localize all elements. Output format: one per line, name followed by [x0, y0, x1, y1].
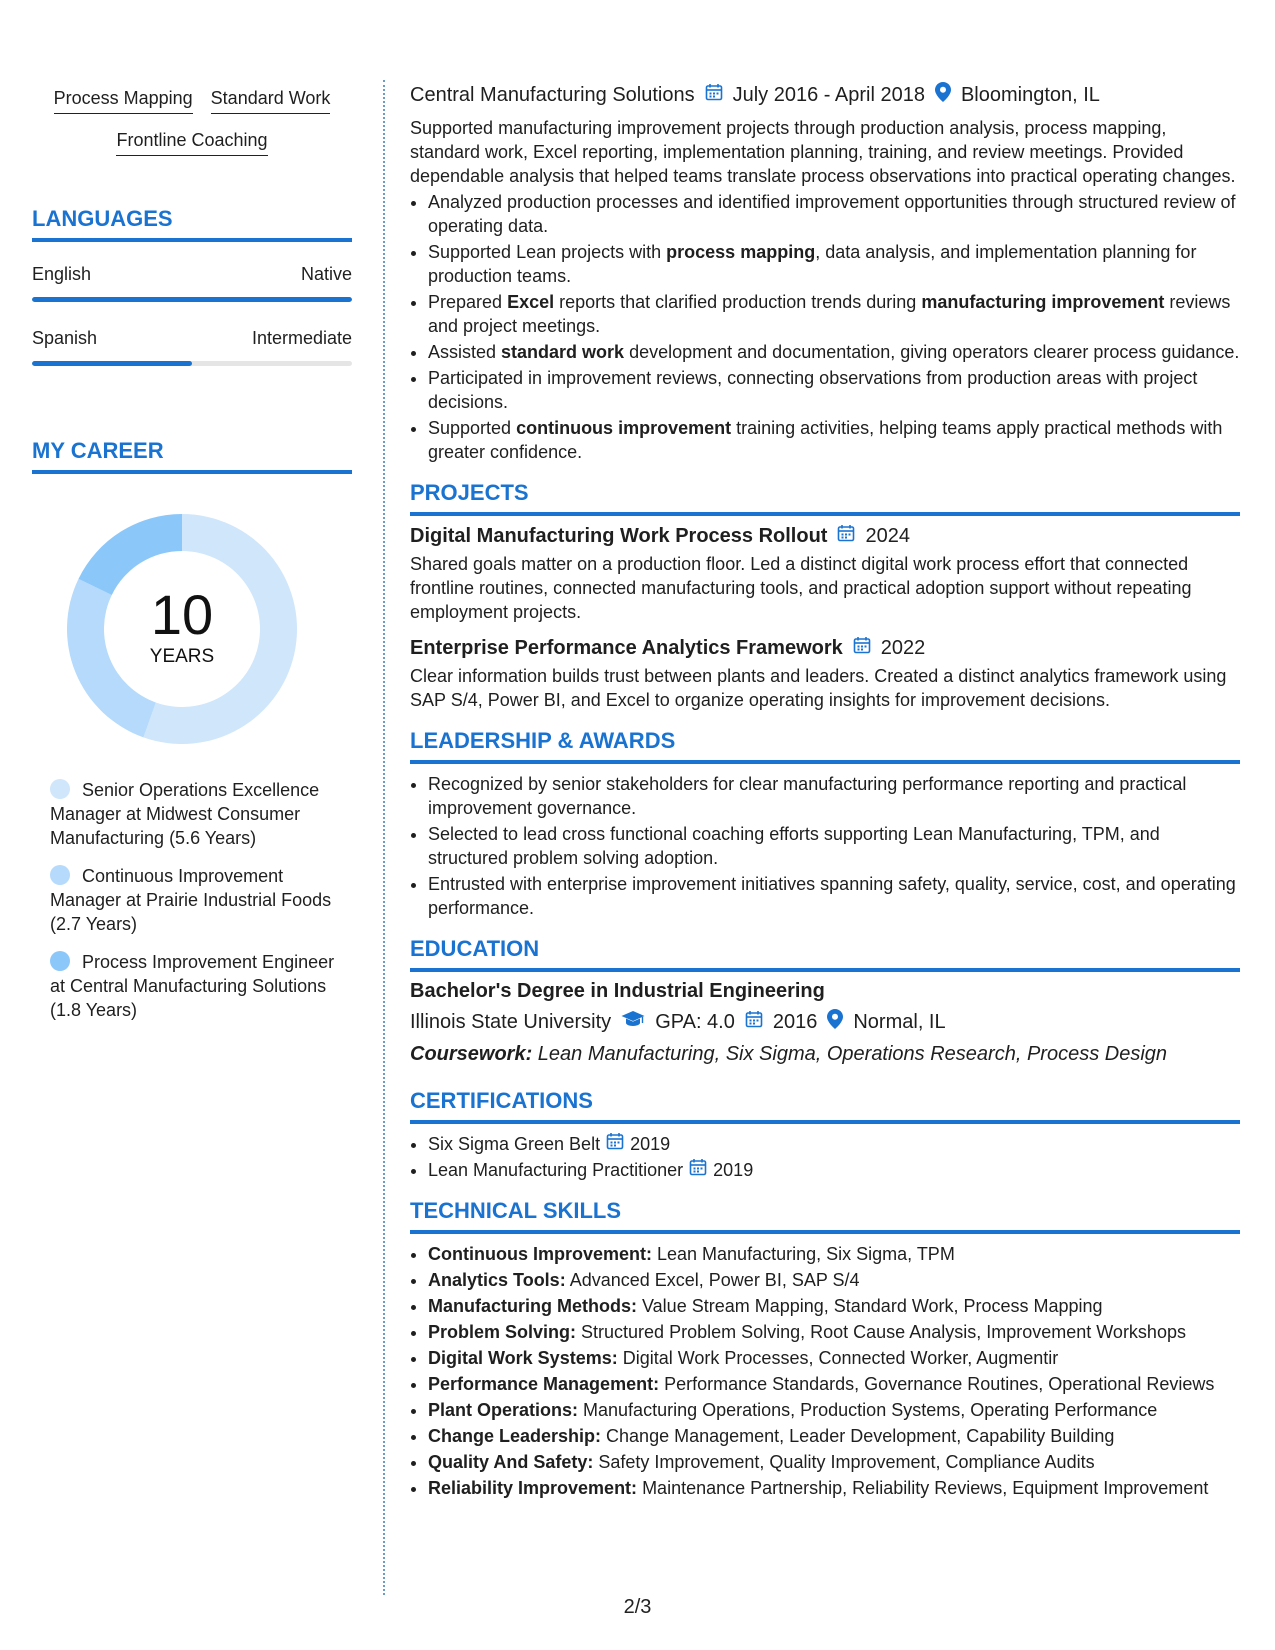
language-name: English [32, 264, 92, 284]
skill-category: Change Leadership: [428, 1426, 602, 1446]
column-divider [383, 80, 385, 1595]
project-title: Enterprise Performance Analytics Framework [410, 636, 843, 659]
skill-item [428, 1424, 1240, 1448]
location-pin-icon [935, 82, 951, 108]
skill-item [428, 1398, 1240, 1422]
calendar-icon [853, 636, 871, 660]
skill-category: Manufacturing Methods: [428, 1296, 637, 1316]
career-legend-text: Process Improvement Engineer at Central Manufacturing Solutions (1.8 Years) [50, 952, 335, 1020]
skill-item [428, 1294, 1240, 1318]
certification-item [428, 1132, 1240, 1156]
coursework [410, 1043, 1240, 1066]
language-english [32, 264, 352, 302]
skill-values: Safety Improvement, Quality Improvement, Compliance Audits [593, 1452, 1095, 1472]
skill-values: Change Management, Leader Development, Capability Building [601, 1426, 1115, 1446]
skill-values: Performance Standards, Governance Routines, Operational Reviews [659, 1374, 1215, 1394]
main-content [410, 82, 1240, 1502]
coursework-list: Lean Manufacturing, Six Sigma, Operations Research, Process Design [532, 1043, 1168, 1065]
career-donut-chart [67, 514, 297, 744]
language-bar [32, 361, 352, 366]
skill-tag: Standard Work [211, 88, 331, 114]
sidebar [32, 82, 352, 1036]
career-total-years: 10 [150, 583, 214, 646]
certifications-list [410, 1132, 1240, 1182]
skill-item [428, 1320, 1240, 1344]
skill-category: Quality And Safety: [428, 1452, 594, 1472]
skill-tag: Process Mapping [54, 88, 193, 114]
language-level: Native [300, 264, 352, 284]
calendar-icon [745, 1010, 763, 1034]
school-location: Normal, IL [853, 1010, 946, 1033]
skill-category: Plant Operations: [428, 1400, 579, 1420]
job-bullet: • Supported continuous improvement training activities, helping teams apply practical methods with greater confidence. [428, 416, 1240, 464]
skill-tags [32, 82, 352, 156]
page-number: 2/3 [623, 1596, 652, 1618]
career-legend-item [50, 950, 352, 1022]
calendar-icon [837, 524, 855, 548]
certification-name: • Six Sigma Green Belt [428, 1134, 601, 1154]
company-name: Central Manufacturing Solutions [410, 83, 695, 106]
leadership-item: • Recognized by senior stakeholders for clear manufacturing performance reporting and practical improvement governance. [428, 772, 1240, 820]
job-bullet: • Analyzed production processes and identified improvement opportunities through structured review of operating data. [428, 190, 1240, 238]
school-name: Illinois State University [410, 1010, 612, 1033]
skill-values: Value Stream Mapping, Standard Work, Process Mapping [637, 1296, 1103, 1316]
job-header [410, 82, 1240, 108]
project-year: 2024 [865, 524, 910, 547]
job-bullets [410, 190, 1240, 464]
graduation-cap-icon [621, 1010, 645, 1034]
skill-values: Manufacturing Operations, Production Systems, Operating Performance [578, 1400, 1158, 1420]
project-description: Clear information builds trust between plants and leaders. Created a distinct analytics framework using SAP S/4, Power BI, and Excel to organize operating insights for improvement decisions. [410, 666, 1227, 710]
project-header [410, 636, 1240, 660]
career-legend-text: Continuous Improvement Manager at Prairie Industrial Foods (2.7 Years) [50, 866, 332, 934]
skill-category: Performance Management: [428, 1374, 660, 1394]
legend-dot [50, 779, 70, 799]
skill-category: Analytics Tools: [428, 1270, 566, 1290]
leadership-list [410, 772, 1240, 920]
skill-values: Digital Work Processes, Connected Worker, Augmentir [617, 1348, 1059, 1368]
calendar-icon [689, 1158, 707, 1182]
skill-category: Continuous Improvement: [428, 1244, 652, 1264]
career-legend [32, 778, 352, 1022]
location-pin-icon [827, 1009, 843, 1035]
skill-category: Reliability Improvement: [428, 1478, 638, 1498]
legend-dot [50, 865, 70, 885]
job-summary: Supported manufacturing improvement projects through production analysis, process mapping, standard work, Excel reporting, implementation planning, training, and review meetings. Provided dependable analysis that helped teams translate process observations into practical operating changes. [410, 118, 1236, 186]
languages-heading: LANGUAGES [32, 206, 352, 242]
language-name: Spanish [32, 328, 98, 348]
job-bullet: • Participated in improvement reviews, connecting observations from production areas with project decisions. [428, 366, 1240, 414]
skill-values: Lean Manufacturing, Six Sigma, TPM [652, 1244, 955, 1264]
skill-category: Problem Solving: [428, 1322, 577, 1342]
leadership-heading: LEADERSHIP & AWARDS [410, 728, 1240, 764]
education-heading: EDUCATION [410, 936, 1240, 972]
language-bar [32, 297, 352, 302]
leadership-item: • Selected to lead cross functional coaching efforts supporting Lean Manufacturing, TPM, and structured problem solving adoption. [428, 822, 1240, 870]
skill-values: Structured Problem Solving, Root Cause Analysis, Improvement Workshops [576, 1322, 1186, 1342]
language-spanish [32, 328, 352, 366]
certification-year: 2019 [630, 1134, 671, 1154]
calendar-icon [705, 83, 723, 107]
skill-item [428, 1346, 1240, 1370]
certifications-heading: CERTIFICATIONS [410, 1088, 1240, 1124]
education-details [410, 1009, 1240, 1035]
gpa: GPA: 4.0 [655, 1010, 735, 1033]
career-legend-text: Senior Operations Excellence Manager at Midwest Consumer Manufacturing (5.6 Years) [50, 780, 320, 848]
skill-item [428, 1450, 1240, 1474]
language-bar-fill [32, 361, 192, 366]
skill-category: Digital Work Systems: [428, 1348, 618, 1368]
job-location: Bloomington, IL [960, 83, 1100, 106]
job-dates: July 2016 - April 2018 [732, 83, 925, 106]
leadership-item: • Entrusted with enterprise improvement initiatives spanning safety, quality, service, cost, and operating performance. [428, 872, 1240, 920]
skill-values: Advanced Excel, Power BI, SAP S/4 [565, 1270, 860, 1290]
technical-skills-heading: TECHNICAL SKILLS [410, 1198, 1240, 1234]
skill-item [428, 1372, 1240, 1396]
job-bullet: • Assisted standard work development and documentation, giving operators clearer process guidance. [428, 340, 1240, 364]
skill-item [428, 1268, 1240, 1292]
job-bullet: • Prepared Excel reports that clarified production trends during manufacturing improvement reviews and project meetings. [428, 290, 1240, 338]
project-description: Shared goals matter on a production floor. Led a distinct digital work process effort that connected frontline routines, connected manufacturing tools, and practical adoption support without repeating employment projects. [410, 554, 1192, 622]
coursework-label: Coursework: [410, 1043, 533, 1065]
career-legend-item [50, 864, 352, 936]
job-bullet: • Supported Lean projects with process mapping, data analysis, and implementation planning for production teams. [428, 240, 1240, 288]
language-level: Intermediate [251, 328, 352, 348]
certification-item [428, 1158, 1240, 1182]
skill-item [428, 1242, 1240, 1266]
project-header [410, 524, 1240, 548]
skill-tag: Frontline Coaching [116, 130, 267, 156]
certification-year: 2019 [713, 1160, 754, 1180]
graduation-year: 2016 [772, 1010, 818, 1033]
calendar-icon [606, 1132, 624, 1156]
skill-values: Maintenance Partnership, Reliability Reviews, Equipment Improvement [637, 1478, 1209, 1498]
skill-item [428, 1476, 1240, 1500]
career-heading: MY CAREER [32, 438, 352, 474]
language-bar-fill [32, 297, 352, 302]
career-total-unit: YEARS [149, 646, 215, 667]
technical-skills-list [410, 1242, 1240, 1500]
legend-dot [50, 951, 70, 971]
degree-title: Bachelor's Degree in Industrial Engineering [410, 980, 825, 1002]
career-legend-item [50, 778, 352, 850]
project-year: 2022 [880, 636, 926, 659]
project-title: Digital Manufacturing Work Process Rollout [410, 524, 828, 547]
certification-name: • Lean Manufacturing Practitioner [428, 1160, 684, 1180]
projects-heading: PROJECTS [410, 480, 1240, 516]
